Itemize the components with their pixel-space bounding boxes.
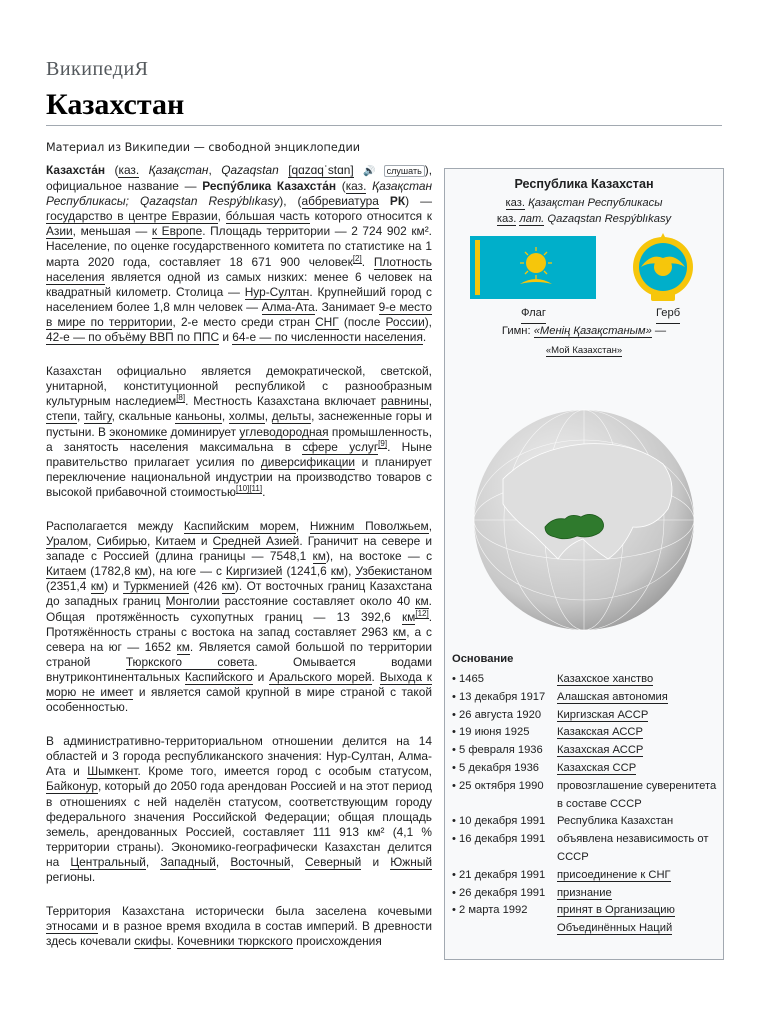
link-central-region[interactable]: Центральный: [70, 854, 146, 869]
founding-event[interactable]: Казахская ССР: [557, 761, 637, 774]
text: ), на востоке — с: [325, 549, 433, 564]
text: регионы.: [46, 870, 96, 885]
text: .: [262, 484, 266, 499]
founding-date: • 19 июня 1925: [452, 726, 530, 739]
link-deltas[interactable]: дельты: [271, 409, 312, 424]
text: [354, 163, 363, 177]
founding-event[interactable]: присоединение к СНГ: [557, 868, 671, 881]
founding-row: [452, 760, 718, 778]
text: Qazaqstan Respýblıkasy: [547, 213, 672, 225]
text: ,: [76, 409, 84, 424]
link-siberia[interactable]: Сибирью: [96, 534, 147, 549]
founding-row: [452, 867, 718, 885]
link-abbreviation[interactable]: аббревиатура: [301, 194, 379, 209]
text: (после: [338, 314, 386, 329]
link-gdp-rank[interactable]: 42-е — по объёму ВВП по ППС: [46, 330, 220, 345]
founding-date: • 26 декабря 1991: [452, 886, 546, 899]
link-density[interactable]: Плотность населения: [46, 254, 432, 284]
text: . Площадь территории — 2 724 902 км². Население, по оценке государственного комитета по статистике на 1 марта 2020 года, составляет 18 671 900 человек: [46, 224, 432, 269]
founding-event[interactable]: принят в Организацию Объединённых Наций: [557, 904, 675, 935]
text: .: [422, 330, 427, 345]
text: .: [170, 934, 178, 949]
link-economy[interactable]: экономике: [109, 424, 168, 439]
link-aral-sea[interactable]: Аральского морей: [269, 669, 372, 684]
text: ),: [424, 314, 432, 329]
founding-date: • 21 декабря 1991: [452, 868, 546, 881]
link-turkic-council[interactable]: Тюркского совета: [125, 654, 255, 669]
text: и: [361, 854, 391, 869]
founding-event[interactable]: Казакская АССР: [557, 726, 643, 739]
founding-list: [452, 671, 718, 938]
reference-link[interactable]: [10][11]: [235, 483, 263, 493]
text: ,: [264, 409, 272, 424]
text: . Омывается водами внутриконтинентальных: [46, 654, 433, 684]
founding-event[interactable]: Казахское ханство: [557, 673, 654, 685]
link-km[interactable]: км: [330, 564, 345, 579]
link-steppes[interactable]: степи: [46, 409, 77, 424]
link-central-asia[interactable]: Средней Азией: [212, 534, 300, 549]
link-hydrocarbon[interactable]: углеводородная: [239, 424, 329, 439]
text: (1782,8: [86, 564, 135, 579]
infobox-title: Республика Казахстан: [514, 177, 654, 191]
link-km[interactable]: км: [176, 639, 190, 654]
text: [279, 163, 288, 177]
link-canyons[interactable]: каньоны: [175, 409, 222, 424]
founding-section-title: Основание: [452, 653, 514, 665]
location-map[interactable]: [473, 409, 695, 631]
title-divider: [46, 125, 722, 126]
text: Территория Казахстана исторически была заселена кочевыми: [46, 904, 432, 919]
link-km[interactable]: км: [401, 609, 416, 624]
founding-date: • 16 декабря 1991: [452, 833, 546, 846]
text: . Общая протяжённость сухопутных границ — 13 392,6: [46, 594, 432, 624]
founding-row: [452, 902, 718, 938]
text: [379, 194, 390, 208]
text: . Граничит на севере и западе с Россией (длина границы — 7548,1: [46, 534, 432, 564]
text: ,: [221, 409, 229, 424]
anthem-row: [445, 323, 723, 341]
flag-caption[interactable]: Флаг: [521, 305, 546, 324]
kazakh-name: Қазақстан: [148, 163, 209, 177]
founding-date: • 13 декабря 1917: [452, 690, 546, 703]
link-km[interactable]: км: [415, 594, 429, 609]
article-subject: Казахста́н: [46, 163, 106, 177]
link-capital[interactable]: Нур-Султан: [244, 284, 310, 299]
founding-date: • 10 декабря 1991: [452, 815, 546, 828]
founding-row: [452, 885, 718, 903]
founding-row: [452, 831, 718, 867]
founding-event: провозглашение суверенитета в составе СССР: [557, 779, 717, 810]
text: ,: [208, 163, 222, 177]
link-turkic-nomads[interactable]: Кочевники тюркского: [177, 934, 293, 949]
link-services[interactable]: сфере услуг: [302, 439, 379, 454]
text: Казахстан официально является демократической, светской, унитарной, конституционной республикой с разнообразным культурным наследием: [46, 364, 432, 409]
link-western-region[interactable]: Западный: [160, 854, 216, 869]
link-taiga[interactable]: тайгу: [83, 409, 112, 424]
founding-row: [452, 778, 718, 814]
text: . Является самой большой по территории страной: [46, 639, 432, 669]
page-title: Казахстан: [46, 88, 185, 121]
link-latin[interactable]: лат.: [519, 213, 545, 225]
text: , скальные: [111, 409, 176, 424]
link-kaz[interactable]: каз.: [496, 213, 517, 225]
emblem-image[interactable]: [631, 231, 695, 305]
text: , а с севера на юг — 1652: [46, 624, 432, 654]
text: ), (: [279, 194, 302, 209]
ipa-link[interactable]: [qɑzɑqˈstɑn]: [288, 163, 354, 177]
paragraph-intro: [46, 163, 432, 345]
speaker-icon[interactable]: 🔊: [363, 166, 382, 177]
link-landlocked[interactable]: Выхода к морю не имеет: [46, 669, 433, 699]
anthem-translation: [445, 342, 723, 360]
link-cis[interactable]: СНГ: [315, 314, 339, 329]
text: , который до 2050 года арендован Россией и на этот период в отношениях с ней наделён статусом, соответствующим городу федерального значения Российской Федерации; общая площадь земель, арендованных Россией, составляет 111 913 км² (4,1 % территории страны). Экономико-географически Казахстан делится на: [46, 779, 432, 869]
link-southern-region[interactable]: Южный: [390, 854, 433, 869]
link-mongolia[interactable]: Монголии: [165, 594, 220, 609]
founding-row: [452, 724, 718, 742]
text: ,: [428, 394, 432, 409]
text: , 2-е место среди стран: [172, 314, 316, 329]
link-kyrgyzstan[interactable]: Киргизией: [225, 564, 283, 579]
link-population-rank[interactable]: 64-е — по численности населения: [232, 330, 423, 345]
founding-row: [452, 671, 718, 689]
text: В административно-территориальном отношении делится на 14 областей и 3 города республиканского значения: Нур-Султан, Алма-Ата и: [46, 734, 432, 779]
text: ),: [344, 564, 356, 579]
text: . Занимает: [314, 299, 379, 314]
text: ,: [428, 518, 433, 533]
anthem-label: Гимн:: [501, 325, 531, 337]
founding-date: • 25 октября 1990: [452, 779, 544, 792]
reference-link[interactable]: [8]: [176, 393, 186, 403]
link-shymkent[interactable]: Шымкент: [87, 764, 138, 779]
link-northern-region[interactable]: Северный: [304, 854, 362, 869]
text: . Протяжённость страны с востока на запад составляет 2963: [46, 609, 432, 639]
founding-event[interactable]: признание: [557, 886, 612, 899]
text: . Местность Казахстана включает: [185, 394, 381, 409]
text: (426: [188, 579, 222, 594]
founding-date: • 1465: [452, 673, 484, 685]
text: (: [105, 163, 119, 177]
link-eastern-region[interactable]: Восточный: [230, 854, 291, 869]
link-area-rank[interactable]: 9-е место в мире по территории: [46, 299, 432, 329]
link-scythians[interactable]: скифы: [134, 934, 171, 949]
founding-event: Республика Казахстан: [557, 815, 674, 828]
text: .: [371, 669, 380, 684]
link-russia[interactable]: России: [385, 314, 425, 329]
official-name: Респу́блика Казахста́н: [202, 179, 337, 194]
link-europe[interactable]: к Европе: [151, 224, 203, 239]
link-kaz[interactable]: каз.: [505, 197, 525, 209]
link-lower-volga[interactable]: Нижним Поволжьем: [309, 518, 429, 533]
link-baikonur[interactable]: Байконур: [46, 779, 98, 794]
text: которого относится к: [309, 209, 432, 224]
link-km[interactable]: км: [134, 564, 149, 579]
text: .: [361, 254, 374, 269]
paragraph-politics: [46, 364, 432, 500]
founding-event[interactable]: Казахская АССР: [557, 744, 644, 757]
emblem-caption[interactable]: Герб: [656, 305, 680, 324]
text: и является самой крупной в мире страной с такой особенностью.: [46, 685, 432, 715]
link-ural[interactable]: Уралом: [46, 534, 89, 549]
paragraph-administration: [46, 734, 432, 885]
founding-date: • 5 декабря 1936: [452, 761, 540, 774]
text: ), на юге — с: [148, 564, 226, 579]
text: Қазақстан Республикасы: [528, 197, 663, 209]
anthem-link[interactable]: «Менің Қазақстаным»: [533, 325, 652, 337]
link-km[interactable]: км: [312, 549, 326, 564]
listen-button[interactable]: слушать: [384, 165, 425, 177]
link-caspian[interactable]: Каспийского: [184, 669, 253, 684]
text: и: [252, 669, 270, 684]
link-state[interactable]: государство в центре Евразии: [46, 209, 218, 224]
link-ethnoses[interactable]: этносами: [46, 919, 98, 934]
link-diversification[interactable]: диверсификации: [260, 454, 356, 469]
founding-event[interactable]: Киргизская АССР: [557, 708, 649, 721]
article-body: [46, 163, 432, 968]
text: Располагается между: [46, 518, 184, 533]
founding-event: объявлена независимость от СССР: [557, 833, 709, 863]
link-asia[interactable]: Азии: [46, 224, 73, 239]
text: происхождения: [292, 934, 382, 949]
founding-event[interactable]: Алашская автономия: [557, 690, 668, 703]
paragraph-geography: [46, 519, 432, 715]
link-caspian-sea[interactable]: Каспийским морем: [183, 518, 296, 533]
text: доминирует: [167, 424, 240, 439]
text: . Ныне правительство прилагает усилия по: [46, 439, 432, 469]
founding-date: • 5 февраля 1936: [452, 744, 543, 757]
text: , заснеженные горы и пустыни. В: [46, 409, 433, 439]
link-china[interactable]: Китаем: [155, 534, 196, 549]
text: . Крупнейший город с населением более 1,8 млн человек —: [46, 284, 433, 314]
reference-link[interactable]: [9]: [378, 438, 388, 448]
text: ,: [146, 534, 156, 549]
reference-link[interactable]: [12]: [415, 608, 429, 618]
reference-link[interactable]: [2]: [352, 253, 362, 263]
link-kaz[interactable]: каз.: [345, 179, 367, 194]
founding-row: [452, 707, 718, 725]
text: ). От восточных границ Казахстана до западных границ: [46, 579, 433, 609]
text: ) и: [104, 579, 124, 594]
link-china[interactable]: Китаем: [46, 564, 87, 579]
link-km[interactable]: км: [221, 579, 235, 594]
founding-date: • 26 августа 1920: [452, 708, 542, 721]
text: и в разное время входила в состав империй. В древности здесь кочевали: [46, 919, 432, 949]
founding-date: • 2 марта 1992: [452, 904, 528, 917]
abbreviation: РК: [389, 194, 406, 209]
text: является одной из самых низких: менее 6 человек на квадратный километр. Столица —: [46, 269, 432, 299]
link-uzbekistan[interactable]: Узбекистаном: [355, 564, 433, 579]
text: промышленность, а занятость населения максимальна в: [46, 424, 433, 454]
text: (: [336, 179, 346, 194]
founding-row: [452, 813, 718, 831]
text: ) —: [405, 194, 433, 209]
text: . Кроме того, имеется город с особым статусом,: [137, 764, 432, 779]
text: —: [651, 325, 667, 337]
text: ,: [215, 854, 231, 869]
text: и: [219, 330, 233, 345]
founding-row: [452, 689, 718, 707]
text: ,: [145, 854, 161, 869]
link-hills[interactable]: холмы: [228, 409, 265, 424]
text: (1241,6: [282, 564, 331, 579]
text: ,: [295, 518, 310, 533]
text: (2351,4: [46, 579, 91, 594]
founding-row: [452, 742, 718, 760]
link-turkmenistan[interactable]: Туркменией: [123, 579, 189, 594]
anthem-translation-link[interactable]: «Мой Казахстан»: [545, 345, 623, 356]
link-most[interactable]: бо́льшая часть: [225, 209, 310, 224]
link-km[interactable]: км: [90, 579, 105, 594]
text: ), официальное название —: [46, 163, 433, 194]
kazakh-official-name: Қазақстан Республикасы; Qazaqstan Respýblıkasy: [46, 179, 433, 209]
link-plains[interactable]: равнины: [380, 394, 429, 409]
text: и планирует переключение национальной индустрии на производство товаров с высокой прибавочной стоимостью: [46, 454, 432, 499]
page-tagline: Материал из Википедии — свободной энциклопедии: [46, 141, 360, 154]
latin-name: Qazaqstan: [221, 163, 279, 177]
link-km[interactable]: км: [392, 624, 407, 639]
text: и: [195, 534, 213, 549]
paragraph-history: [46, 904, 432, 949]
link-almaty[interactable]: Алма-Ата: [261, 299, 315, 314]
text: , меньшая —: [72, 224, 152, 239]
text: ,: [88, 534, 97, 549]
link-kaz[interactable]: каз.: [118, 163, 140, 177]
text: расстояние составляет около 40: [219, 594, 416, 609]
text: [139, 163, 148, 177]
flag-image[interactable]: [470, 236, 596, 299]
wikipedia-logo[interactable]: ВикипедиЯ: [46, 58, 149, 80]
infobox: [444, 168, 724, 960]
text: ,: [290, 854, 305, 869]
infobox-latin-name: [445, 211, 723, 229]
text: ,: [217, 209, 226, 224]
